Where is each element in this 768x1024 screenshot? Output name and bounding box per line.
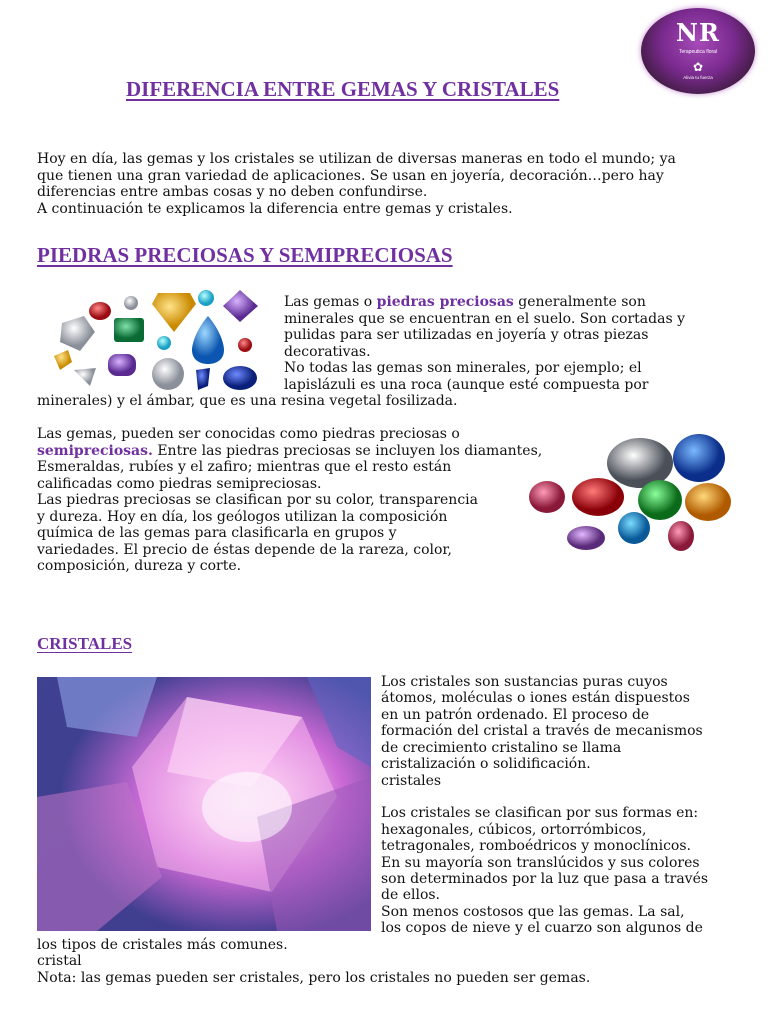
trillion-gem <box>74 368 96 386</box>
gems-para2-line8: variedades. El precio de éstas depende de la rareza, color, <box>37 542 453 558</box>
crystals-tail: cristal <box>37 953 82 969</box>
highlight-piedras-preciosas: piedras preciosas <box>376 294 514 310</box>
gems-para2-line4: calificadas como piedras semipreciosas. <box>37 476 322 492</box>
gems-para2-line7: química de las gemas para clasificarla en grupos y <box>37 525 397 541</box>
logo-line1: Terapeutica floral <box>678 49 718 55</box>
topaz-gem <box>198 290 214 306</box>
lotus-icon: ✿ <box>693 60 704 74</box>
gems-para2-line3: Esmeraldas, rubíes y el zafiro; mientras que el resto están <box>37 459 452 475</box>
aqua-gem <box>618 512 650 544</box>
emerald-gem <box>114 318 144 342</box>
gems-para1-line3: pulidas para ser utilizadas en joyería y otras piezas <box>284 327 649 343</box>
gems-para2-line9: composición, dureza y corte. <box>37 558 242 574</box>
crystals-para1-line7: cristales <box>381 773 442 789</box>
sapphire-gem <box>192 316 224 364</box>
section-heading-gems: PIEDRAS PRECIOSAS Y SEMIPRECIOSAS <box>37 243 453 267</box>
yellow-gem <box>54 350 72 370</box>
green-emerald-gem <box>638 480 682 520</box>
intro-line-3: diferencias entre ambas cosas y no deben confundirse. <box>37 184 428 200</box>
amethyst-gem <box>223 290 258 322</box>
red-ruby-gem <box>572 478 624 516</box>
crystals-para2-line4: En su mayoría son translúcidos y sus colores <box>381 855 700 871</box>
crystals-para1-line3: en un patrón ordenado. El proceso de <box>381 707 650 723</box>
intro-line-1: Hoy en día, las gemas y los cristales se utilizan de diversas maneras en todo el mundo; ya <box>37 151 676 167</box>
brand-logo <box>641 8 755 94</box>
rose-gem <box>668 521 694 551</box>
highlight-semipreciosas: semipreciosas. <box>37 443 153 459</box>
gems-para1-line5: No todas las gemas son minerales, por ejemplo; el <box>284 360 642 376</box>
gems-para2-line5: Las piedras preciosas se clasifican por su color, transparencia <box>37 492 478 508</box>
crystals-para1-line2: átomos, moléculas o iones están dispuestos <box>381 690 690 706</box>
gems-para1-line7: minerales) y el ámbar, que es una resina vegetal fosilizada. <box>37 393 458 409</box>
crystals-para2-line9: los tipos de cristales más comunes. <box>37 937 288 953</box>
gems-para1-pre: Las gemas o <box>284 294 377 310</box>
citrine-gem <box>152 293 196 332</box>
crystals-para1-line6: cristalización o solidificación. <box>381 756 591 772</box>
diamond-gem-small <box>124 296 138 310</box>
gems-collection-image <box>50 288 266 396</box>
crystals-para1-line4: formación del cristal a través de mecanismos <box>381 723 703 739</box>
intro-line-4: A continuación te explicamos la diferencia entre gemas y cristales. <box>37 201 513 217</box>
gems-para1-line6: lapislázuli es una roca (aunque esté compuesta por <box>284 377 649 393</box>
lilac-gem <box>567 526 605 550</box>
gems-para1-line1 <box>284 294 646 311</box>
section-heading-crystals: CRISTALES <box>37 634 133 653</box>
aquamarine-gem <box>157 336 171 350</box>
ruby-gem <box>89 302 111 320</box>
crystals-para2-line1: Los cristales se clasifican por sus formas en: <box>381 805 699 821</box>
gems-para2-post: Entre las piedras preciosas se incluyen los diamantes, <box>152 443 543 459</box>
page-title: DIFERENCIA ENTRE GEMAS Y CRISTALES <box>126 77 560 101</box>
diamond-gem <box>60 316 95 351</box>
crystals-note: Nota: las gemas pueden ser cristales, pero los cristales no pueden ser gemas. <box>37 970 591 986</box>
crystals-para2-line2: hexagonales, cúbicos, ortorrómbicos, <box>381 822 647 838</box>
purple-oval-gem <box>108 354 136 376</box>
colored-gems-image <box>527 430 737 555</box>
blue-oval-gem <box>223 366 257 390</box>
crystals-para1-line5: de crecimiento cristalino se llama <box>381 740 622 756</box>
crystals-para2-line5: son determinados por la luz que pasa a través <box>381 871 709 887</box>
pink-crystal-photo <box>37 677 371 931</box>
gems-para2-line2 <box>37 443 542 460</box>
orange-topaz-gem <box>685 483 731 521</box>
logo-line2: Alivia tu fuerza <box>683 75 713 80</box>
pink-crystal-illustration <box>37 677 371 931</box>
round-diamond-gem <box>152 358 184 390</box>
crystals-para2-line7: Son menos costosos que las gemas. La sal, <box>381 904 685 920</box>
intro-line-2: que tienen una gran variedad de aplicaciones. Se usan en joyería, decoración…pero hay <box>37 168 664 184</box>
crystals-para2-line8: los copos de nieve y el cuarzo son algunos de <box>381 920 703 936</box>
garnet-gem <box>238 338 252 352</box>
navy-gem <box>196 368 210 390</box>
gems-para1-post: generalmente son <box>513 294 646 310</box>
gems-para1-line2: minerales que se encuentran en el suelo. Son cortadas y <box>284 311 686 327</box>
logo-initials: NR <box>676 18 720 47</box>
gems-para2-line6: y dureza. Hoy en día, los geólogos utilizan la composición <box>37 509 448 525</box>
crystals-para2-line6: de ellos. <box>381 887 441 903</box>
crystals-para2-line3: tetragonales, romboédricos y monoclínicos. <box>381 838 691 854</box>
pink-gem <box>529 481 565 513</box>
gems-para2-line1: Las gemas, pueden ser conocidas como piedras preciosas o <box>37 426 460 442</box>
crystals-para1-line1: Los cristales son sustancias puras cuyos <box>381 674 668 690</box>
gems-para1-line4: decorativas. <box>284 344 371 360</box>
blue-sapphire-gem <box>673 434 725 482</box>
